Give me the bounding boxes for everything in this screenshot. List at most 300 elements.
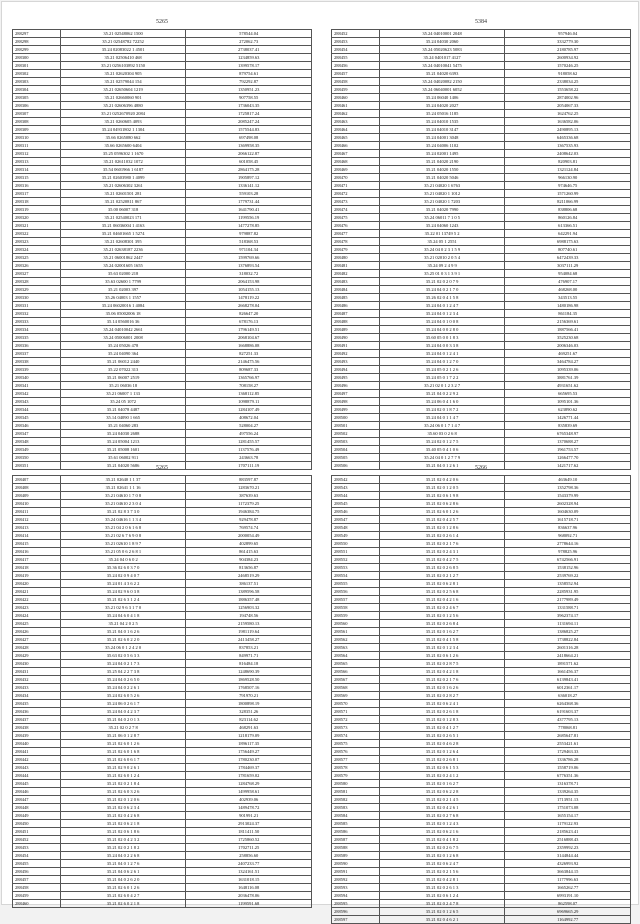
coordinate-cell: 35.24 04 0 1 2 7 7 9 (379, 454, 505, 462)
coordinate-cell: 35.25 0596302 1 1670 (60, 150, 186, 158)
value-cell: 816484.18 (186, 660, 312, 668)
table-row (332, 86, 631, 94)
coordinate-cell: 35.24 05 1 2551 (379, 238, 505, 246)
table-row (332, 772, 631, 780)
row-id-cell: 288553 (332, 564, 380, 572)
table-row (13, 94, 312, 102)
table-row (13, 804, 312, 812)
value-cell: 2874002.96 (505, 94, 631, 102)
coordinate-cell: 35.24 04 0 2 6 5 0 (60, 676, 186, 684)
row-id-cell: 288560 (332, 620, 380, 628)
row-id-cell: 288459 (13, 892, 61, 900)
row-id-cell: 288556 (332, 588, 380, 596)
coordinate-cell: 35.21 04610 2 3 0 4 (60, 500, 186, 508)
value-cell: 835839.69 (505, 422, 631, 430)
value-cell: 1781659.02 (186, 772, 312, 780)
value-cell: 1480186.98 (505, 302, 631, 310)
row-id-cell: 288312 (13, 150, 61, 158)
value-cell: 1800898.19 (186, 700, 312, 708)
table-row (13, 254, 312, 262)
table-row (13, 612, 312, 620)
coordinate-cell: 35.21 02 0 1 2 3 2 7 (379, 382, 505, 390)
row-id-cell: 288543 (332, 484, 380, 492)
coordinate-cell: 35.21 02548782 72252 (60, 38, 186, 46)
table-row (332, 796, 631, 804)
row-id-cell: 288306 (13, 102, 61, 110)
value-cell: 2006346.03 (505, 342, 631, 350)
value-cell: 2338034.25 (505, 78, 631, 86)
table-row (332, 142, 631, 150)
table-row (13, 158, 312, 166)
row-id-cell: 288322 (13, 230, 61, 238)
table-row (13, 414, 312, 422)
row-id-cell: 288439 (13, 732, 61, 740)
table-row (332, 358, 631, 366)
value-cell: 1725817.24 (186, 110, 312, 118)
value-cell: 1631018.15 (186, 876, 312, 884)
row-id-cell: 288485 (332, 294, 380, 302)
panel-title: 5265 (156, 465, 168, 471)
table-row (13, 828, 312, 836)
value-cell: 386137.51 (186, 580, 312, 588)
coordinate-cell: 35.24 04 0 2 3 1 5 9 (379, 246, 505, 254)
row-id-cell: 288328 (13, 278, 61, 286)
row-id-cell: 288562 (332, 636, 380, 644)
value-cell: 1179122.93 (505, 820, 631, 828)
row-id-cell: 288468 (332, 158, 380, 166)
value-cell: 1137576.49 (186, 446, 312, 454)
table-row (13, 62, 312, 70)
row-id-cell: 288348 (13, 438, 61, 446)
coordinate-cell: 35.21 02 0 4 1 5 8 (379, 636, 505, 644)
table-row (332, 588, 631, 596)
row-id-cell: 288569 (332, 692, 380, 700)
value-cell: 6472439.33 (505, 254, 631, 262)
row-id-cell: 288456 (13, 868, 61, 876)
table-row (13, 286, 312, 294)
value-cell: 1369958.35 (186, 142, 312, 150)
table-row (332, 612, 631, 620)
table-row (13, 852, 312, 860)
coordinate-cell: 35.21 02 0 4 2 5 7 (379, 516, 505, 524)
value-cell: 623890.62 (505, 406, 631, 414)
value-cell: 1661456.37 (505, 668, 631, 676)
table-row (13, 660, 312, 668)
value-cell: 1891571.62 (505, 660, 631, 668)
value-cell: 601058.45 (186, 158, 312, 166)
value-cell: 1284768.29 (186, 780, 312, 788)
table-row (332, 836, 631, 844)
table-row (332, 876, 631, 884)
row-id-cell: 288300 (13, 54, 61, 62)
value-cell: 1284107.49 (186, 406, 312, 414)
value-cell: 2068104.67 (186, 334, 312, 342)
row-id-cell: 288486 (332, 302, 380, 310)
row-id-cell: 288438 (13, 724, 61, 732)
table-row (332, 524, 631, 532)
table-row (332, 78, 631, 86)
row-id-cell: 288555 (332, 580, 380, 588)
coordinate-cell: 35.24 06 0 2 6 1 7 (60, 700, 186, 708)
coordinate-cell: 35.24 05020623 5083 (379, 46, 505, 54)
value-cell: 1538152.96 (505, 564, 631, 572)
value-cell: 3525230.68 (505, 334, 631, 342)
row-id-cell: 288414 (13, 532, 61, 540)
table-row (332, 238, 631, 246)
table-row (13, 564, 312, 572)
value-cell: 6988175.63 (505, 238, 631, 246)
row-id-cell: 288341 (13, 382, 61, 390)
row-id-cell: 288577 (332, 756, 380, 764)
coordinate-cell: 35.24 06020016 1 4084 (60, 302, 186, 310)
row-id-cell: 288425 (13, 620, 61, 628)
table-row (332, 844, 631, 852)
coordinate-cell: 35.40 05 0 4 1 0 6 (379, 446, 505, 454)
coordinate-cell: 35.21 02 0 4 1 2 7 (379, 724, 505, 732)
coordinate-cell: 35.24 04 0 1 2 4 1 (379, 350, 505, 358)
value-cell: 3962374.17 (505, 612, 631, 620)
coordinate-cell: 35.24 04010001 2048 (379, 30, 505, 38)
value-cell: 6465336.68 (505, 134, 631, 142)
row-id-cell: 288459 (332, 86, 380, 94)
table-row (332, 716, 631, 724)
table-row (332, 764, 631, 772)
coordinate-cell: 35.21 04 0 1 2 7 6 (60, 860, 186, 868)
coordinate-cell: 35.24 04 0 6 0 2 (60, 556, 186, 564)
value-cell: 1751073.08 (505, 804, 631, 812)
coordinate-cell: 35.21 02660060 901 (60, 94, 186, 102)
coordinate-cell: 35.66 0265600 6404 (60, 142, 186, 150)
table-row (332, 804, 631, 812)
value-cell: 1358552.94 (505, 580, 631, 588)
value-cell: 2468519.29 (186, 572, 312, 580)
row-id-cell: 288420 (13, 580, 61, 588)
row-id-cell: 288550 (332, 540, 380, 548)
row-id-cell: 288596 (332, 908, 380, 916)
row-id-cell: 288482 (332, 270, 380, 278)
table-row (13, 438, 312, 446)
coordinate-cell: 35.21 02 0 4 2 6 1 (379, 804, 505, 812)
coordinate-cell: 35.21 02 0 4 6 2 1 (379, 916, 505, 924)
table-row (332, 182, 631, 190)
value-cell: 1281455.57 (186, 438, 312, 446)
coordinate-cell: 35.21 02 0 6 2 3 4 (60, 804, 186, 812)
table-row (332, 564, 631, 572)
coordinate-cell: 35.21 02 0 6 2 1 6 (379, 828, 505, 836)
row-id-cell: 288429 (13, 652, 61, 660)
table-row (13, 262, 312, 270)
row-id-cell: 288574 (332, 732, 380, 740)
data-table (331, 475, 631, 924)
value-cell: 1905897.12 (186, 174, 312, 182)
row-id-cell: 288428 (13, 644, 61, 652)
value-cell: 901991.21 (186, 812, 312, 820)
table-row (332, 572, 631, 580)
coordinate-cell: 35.61 06002 911 (60, 454, 186, 462)
coordinate-cell: 35.21 02 0 6 2 4 1 (379, 700, 505, 708)
value-cell: 1266477.70 (505, 454, 631, 462)
value-cell: 820903.81 (505, 158, 631, 166)
coordinate-cell: 35.21 02 0 2 6 8 1 (379, 756, 505, 764)
value-cell: 1869528.50 (186, 676, 312, 684)
coordinate-cell: 35.21 02 0 4 2 1 8 (379, 668, 505, 676)
table-row (332, 190, 631, 198)
value-cell: 2413458.27 (186, 636, 312, 644)
table-row (332, 812, 631, 820)
table-row (13, 270, 312, 278)
row-id-cell: 288452 (332, 30, 380, 38)
row-id-cell: 288442 (13, 756, 61, 764)
row-id-cell: 288327 (13, 270, 61, 278)
table-row (332, 302, 631, 310)
table-row (332, 708, 631, 716)
value-cell: 968092.71 (505, 532, 631, 540)
table-row (332, 820, 631, 828)
value-cell: 1421717.62 (505, 462, 631, 470)
row-id-cell: 288579 (332, 772, 380, 780)
value-cell: 1655154.17 (505, 812, 631, 820)
coordinate-cell: 35.21 02 0 6 1 2 4 (379, 892, 505, 900)
row-id-cell: 288500 (332, 414, 380, 422)
coordinate-cell: 35.21 02 6 7 6 9 0 8 (60, 532, 186, 540)
row-id-cell: 288313 (13, 158, 61, 166)
row-id-cell: 288474 (332, 206, 380, 214)
value-cell: 907758.55 (186, 94, 312, 102)
value-cell: 3464784.27 (505, 358, 631, 366)
coordinate-cell: 35.21 02 0 6 1 2 6 (379, 652, 505, 660)
table-row (332, 278, 631, 286)
table-row (13, 532, 312, 540)
value-cell: 194748.56 (186, 612, 312, 620)
coordinate-cell: 35.21 02 0 2 7 8 (60, 724, 186, 732)
row-id-cell: 288506 (332, 462, 380, 470)
table-row (332, 398, 631, 406)
table-row (332, 150, 631, 158)
row-id-cell: 288337 (13, 350, 61, 358)
table-row (13, 102, 312, 110)
table-row (332, 500, 631, 508)
coordinate-cell: 35.21 02 0 1 2 6 5 (379, 908, 505, 916)
coordinate-cell: 35.21 02 0 2 6 8 4 (379, 620, 505, 628)
table-row (13, 628, 312, 636)
table-row (13, 668, 312, 676)
row-id-cell: 288484 (332, 286, 380, 294)
value-cell: 1604630.09 (505, 508, 631, 516)
table-row (13, 246, 312, 254)
coordinate-cell: 35.21 02 0 6 2 1 8 (60, 820, 186, 828)
coordinate-cell: 35.21 02638187 2236 (60, 246, 186, 254)
table-row (332, 38, 631, 46)
coordinate-cell: 35.24 04020082 2150 (379, 78, 505, 86)
row-id-cell: 288456 (332, 62, 380, 70)
document-page (1, 1, 639, 922)
value-cell: 1665262.77 (505, 884, 631, 892)
value-cell: 1199556.19 (186, 214, 312, 222)
coordinate-cell: 35.21 04020 5686 (60, 462, 186, 470)
value-cell: 387639.63 (186, 492, 312, 500)
row-id-cell: 288477 (332, 230, 380, 238)
coordinate-cell: 35.21 02 6 0 1 2 6 (60, 740, 186, 748)
row-id-cell: 288318 (13, 198, 61, 206)
row-id-cell: 288591 (332, 868, 380, 876)
row-id-cell: 288552 (332, 556, 380, 564)
coordinate-cell: 35.24 04030 2060 (379, 38, 505, 46)
value-cell: 1499958.61 (186, 788, 312, 796)
coordinate-cell: 35.24 01 4 3 6 2 2 (60, 580, 186, 588)
coordinate-cell: 35.36 02 6 0 3 7 0 (60, 564, 186, 572)
row-id-cell: 288411 (13, 508, 61, 516)
value-cell: 8211066.99 (505, 198, 631, 206)
coordinate-cell: 35.24 06 0 1 7 1 4 7 (379, 422, 505, 430)
row-id-cell: 288467 (332, 150, 380, 158)
row-id-cell: 288585 (332, 820, 380, 828)
coordinate-cell: 35.21 04 0 2 0 1 3 (60, 716, 186, 724)
value-cell: 957946.04 (505, 30, 631, 38)
coordinate-cell: 35.21 02 0 2 4 7 8 (379, 900, 505, 908)
row-id-cell: 288586 (332, 828, 380, 836)
row-id-cell: 288338 (13, 358, 61, 366)
row-id-cell: 288445 (13, 780, 61, 788)
table-row (332, 828, 631, 836)
coordinate-cell: 35.24 05 0 1 7 2 2 (379, 374, 505, 382)
row-id-cell: 288423 (13, 604, 61, 612)
coordinate-cell: 35.24 04010041 5475 (379, 62, 505, 70)
row-id-cell: 288573 (332, 724, 380, 732)
table-row (332, 430, 631, 438)
coordinate-cell: 35.21 02 0 2 1 5 6 (379, 868, 505, 876)
table-row (13, 134, 312, 142)
table-row (332, 254, 631, 262)
value-cell: 6776351.36 (505, 772, 631, 780)
row-id-cell: 288483 (332, 278, 380, 286)
coordinate-cell: 35.21 02611032 1072 (60, 158, 186, 166)
table-row (332, 556, 631, 564)
table-row (332, 342, 631, 350)
coordinate-cell: 35.21 02506410 468 (60, 54, 186, 62)
value-cell: 1599769.66 (186, 254, 312, 262)
coordinate-cell: 35.21 04020 1 7203 (379, 198, 505, 206)
coordinate-cell: 35.21 02 0 1 2 5 6 (379, 612, 505, 620)
coordinate-cell: 35.24 04 0 2 2 6 8 (60, 852, 186, 860)
row-id-cell: 288565 (332, 660, 380, 668)
row-id-cell: 288334 (13, 326, 61, 334)
table-row (13, 724, 312, 732)
row-id-cell: 288451 (13, 828, 61, 836)
coordinate-cell: 35.21 06012 2440 (60, 358, 186, 366)
value-cell: 2066122.87 (186, 150, 312, 158)
value-cell: 2600934.92 (505, 54, 631, 62)
row-id-cell: 288408 (13, 484, 61, 492)
coordinate-cell: 35.21 02 6 0 3 2 6 (60, 788, 186, 796)
coordinate-cell: 35.21 02606396 4880 (60, 102, 186, 110)
value-cell: 1350951.23 (186, 86, 312, 94)
row-id-cell: 288454 (332, 46, 380, 54)
table-row (13, 772, 312, 780)
row-id-cell: 288345 (13, 414, 61, 422)
value-cell: 328351.26 (186, 708, 312, 716)
table-row (332, 884, 631, 892)
coordinate-cell: 35.21 04 2 0 6 1 6 8 (60, 524, 186, 532)
coordinate-cell: 35.21 02 0 2 4 1 2 (379, 772, 505, 780)
coordinate-cell: 35.21 02 0 6 1 9 8 (379, 492, 505, 500)
row-id-cell: 288329 (13, 286, 61, 294)
value-cell: 402899.65 (186, 540, 312, 548)
panel-top-left (12, 16, 312, 470)
value-cell: 1336786.28 (505, 756, 631, 764)
value-cell: 1478119.22 (186, 294, 312, 302)
table-row (13, 700, 312, 708)
coordinate-cell: 35.24 04931802 1 1304 (60, 126, 186, 134)
row-id-cell: 288339 (13, 366, 61, 374)
row-id-cell: 288447 (13, 796, 61, 804)
table-row (13, 484, 312, 492)
row-id-cell: 288592 (332, 876, 380, 884)
table-row (332, 540, 631, 548)
table-row (332, 732, 631, 740)
value-cell: 1702711.25 (186, 844, 312, 852)
row-id-cell: 288473 (332, 198, 380, 206)
table-row (332, 326, 631, 334)
value-cell: 1887566.41 (505, 326, 631, 334)
coordinate-cell: 35.24 05016 1185 (379, 110, 505, 118)
value-cell: 468268.00 (505, 286, 631, 294)
table-row (13, 198, 312, 206)
coordinate-cell: 35.25 04 2 2 7 3 8 (60, 668, 186, 676)
value-cell: 1376893.54 (186, 262, 312, 270)
row-id-cell: 288480 (332, 254, 380, 262)
value-cell: 2408642.03 (505, 150, 631, 158)
table-row (13, 708, 312, 716)
value-cell: 1729463.33 (505, 748, 631, 756)
value-cell: 343513.55 (505, 294, 631, 302)
coordinate-cell: 35.21 05 0 6 2 6 8 1 (60, 548, 186, 556)
coordinate-cell: 35.21 02641 1 1 16 (60, 484, 186, 492)
value-cell: 1095101.36 (505, 398, 631, 406)
table-row (332, 916, 631, 924)
value-cell: 1896117.35 (186, 740, 312, 748)
table-row (332, 660, 631, 668)
coordinate-cell: 35.24 04006 1102 (379, 142, 505, 150)
table-row (13, 454, 312, 462)
row-id-cell: 288460 (13, 900, 61, 908)
value-cell: 518368.53 (186, 238, 312, 246)
coordinate-cell: 35.21 02 0 6 2 8 1 (379, 580, 505, 588)
row-id-cell: 288316 (13, 182, 61, 190)
table-row (13, 588, 312, 596)
coordinate-cell: 35.21 02 0 4 6 2 8 (379, 740, 505, 748)
table-row (332, 636, 631, 644)
table-row (332, 286, 631, 294)
row-id-cell: 288503 (332, 438, 380, 446)
coordinate-cell: 35.21 02 0 1 6 2 7 (379, 628, 505, 636)
value-cell: 879754.61 (186, 70, 312, 78)
row-id-cell: 288545 (332, 500, 380, 508)
row-id-cell: 288315 (13, 174, 61, 182)
row-id-cell: 288578 (332, 764, 380, 772)
value-cell: 1426771.44 (505, 414, 631, 422)
row-id-cell: 288320 (13, 214, 61, 222)
value-cell: 2064153.98 (186, 278, 312, 286)
value-cell: 1399578.17 (186, 62, 312, 70)
value-cell: 1553658.22 (505, 86, 631, 94)
value-cell: 1321124.84 (505, 166, 631, 174)
table-row (13, 326, 312, 334)
coordinate-cell: 35.24 04001 3048 (379, 134, 505, 142)
table-row (332, 788, 631, 796)
row-id-cell: 288463 (332, 118, 380, 126)
table-row (332, 748, 631, 756)
row-id-cell: 288432 (13, 676, 61, 684)
